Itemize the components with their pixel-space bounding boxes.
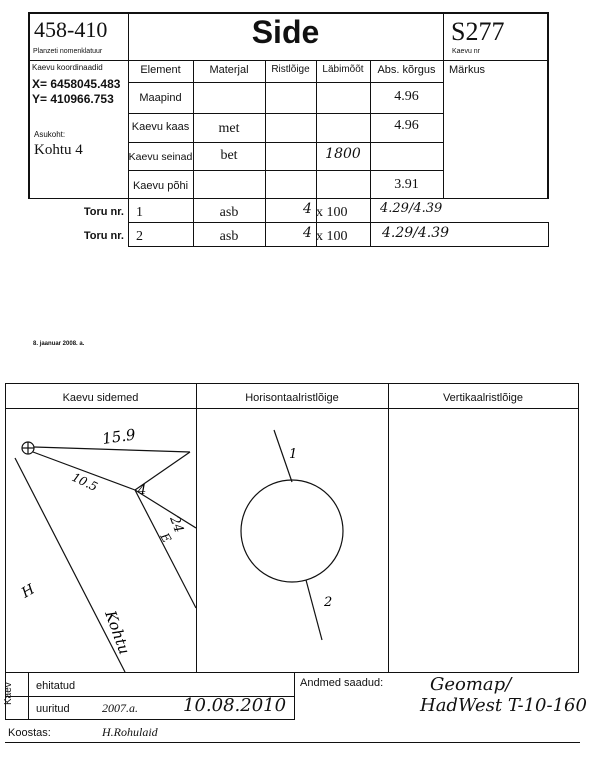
dim-label: 24 xyxy=(166,514,186,535)
nomenclature-number: 458-410 xyxy=(34,17,108,42)
source-label: Andmed saadud: xyxy=(300,677,384,689)
street-label: Kohtu xyxy=(101,608,134,657)
pipe-number: 1 xyxy=(136,205,143,220)
row-material: bet xyxy=(220,148,238,163)
side-label: Kaev xyxy=(3,682,14,705)
pipe-height: 4.29/4.39 xyxy=(382,225,450,241)
surveyed-label: uuritud xyxy=(36,703,70,715)
row-diameter: 1800 xyxy=(325,146,361,162)
pipe-marker: 2 xyxy=(324,595,333,610)
dim-label: 4 xyxy=(138,483,147,498)
wall-line xyxy=(135,490,196,608)
row-material: met xyxy=(218,121,240,136)
panel-title-horizontal: Horisontaalristlõige xyxy=(245,392,339,404)
col-header-cross: Ristlõige xyxy=(271,64,310,75)
x-coordinate: X= 6458045.483 xyxy=(32,77,121,91)
pipe-material: asb xyxy=(219,229,239,244)
pipe-label: Toru nr. xyxy=(83,230,124,242)
built-label: ehitatud xyxy=(36,680,76,692)
manhole-number: S277 xyxy=(451,17,505,46)
manhole-circle xyxy=(241,480,343,582)
nomenclature-label: Planzeti nomenklatuur xyxy=(33,48,103,55)
pipe-marker: 1 xyxy=(289,447,298,462)
dim-label: 15.9 xyxy=(101,425,137,448)
y-coordinate: Y= 410966.753 xyxy=(32,92,114,106)
col-header-material: Materjal xyxy=(209,64,249,76)
coords-label: Kaevu koordinaadid xyxy=(32,63,103,72)
source-detail: HadWest T-10-160 xyxy=(420,695,587,716)
house-label: H xyxy=(19,581,38,602)
wall-line xyxy=(15,458,125,672)
author-name: H.Rohulaid xyxy=(102,725,158,739)
dim-label: 10.5 xyxy=(69,470,100,495)
pipe-number: 2 xyxy=(136,229,143,244)
pipe-line xyxy=(306,580,322,640)
panel-title-sidemed: Kaevu sidemed xyxy=(62,392,139,404)
sidemed-sketch xyxy=(5,408,196,672)
row-height: 4.96 xyxy=(394,89,419,104)
pipe-cross: 4 xyxy=(303,201,312,217)
row-height: 3.91 xyxy=(394,177,419,192)
pipe-cross: 4 xyxy=(303,225,312,241)
pipe-diameter: x 100 xyxy=(316,205,348,220)
row-element: Kaevu põhi xyxy=(132,180,189,192)
location-value: Kohtu 4 xyxy=(34,142,83,158)
row-element: Maapind xyxy=(139,92,182,104)
pipe-label: Toru nr. xyxy=(83,206,124,218)
pipe-diameter: x 100 xyxy=(316,229,348,244)
horizontal-section xyxy=(196,408,388,672)
date-note: 8. jaanuar 2008. a. xyxy=(33,341,85,347)
tie-line xyxy=(34,447,190,452)
surveyed-year: 2007.a. xyxy=(102,701,138,715)
pipe-material: asb xyxy=(219,205,239,220)
col-header-element: Element xyxy=(140,64,181,76)
col-header-height: Abs. kõrgus xyxy=(377,64,436,76)
row-element: Kaevu kaas xyxy=(131,121,190,133)
row-element: Kaevu seinad xyxy=(128,151,193,163)
source-name: Geomap/ xyxy=(430,674,512,695)
panel-title-vertical: Vertikaalristlõige xyxy=(442,392,524,404)
page-title: Side xyxy=(251,14,320,50)
author-label: Koostas: xyxy=(8,727,51,739)
manhole-number-label: Kaevu nr xyxy=(452,48,481,55)
remarks-label: Märkus xyxy=(449,64,486,76)
col-header-diameter: Läbimõõt xyxy=(322,64,364,75)
location-label: Asukoht: xyxy=(34,130,66,139)
row-height: 4.96 xyxy=(394,118,419,133)
dim-label: E xyxy=(157,530,174,546)
pipe-height: 4.29/4.39 xyxy=(380,201,443,216)
surveyed-date: 10.08.2010 xyxy=(183,695,287,716)
